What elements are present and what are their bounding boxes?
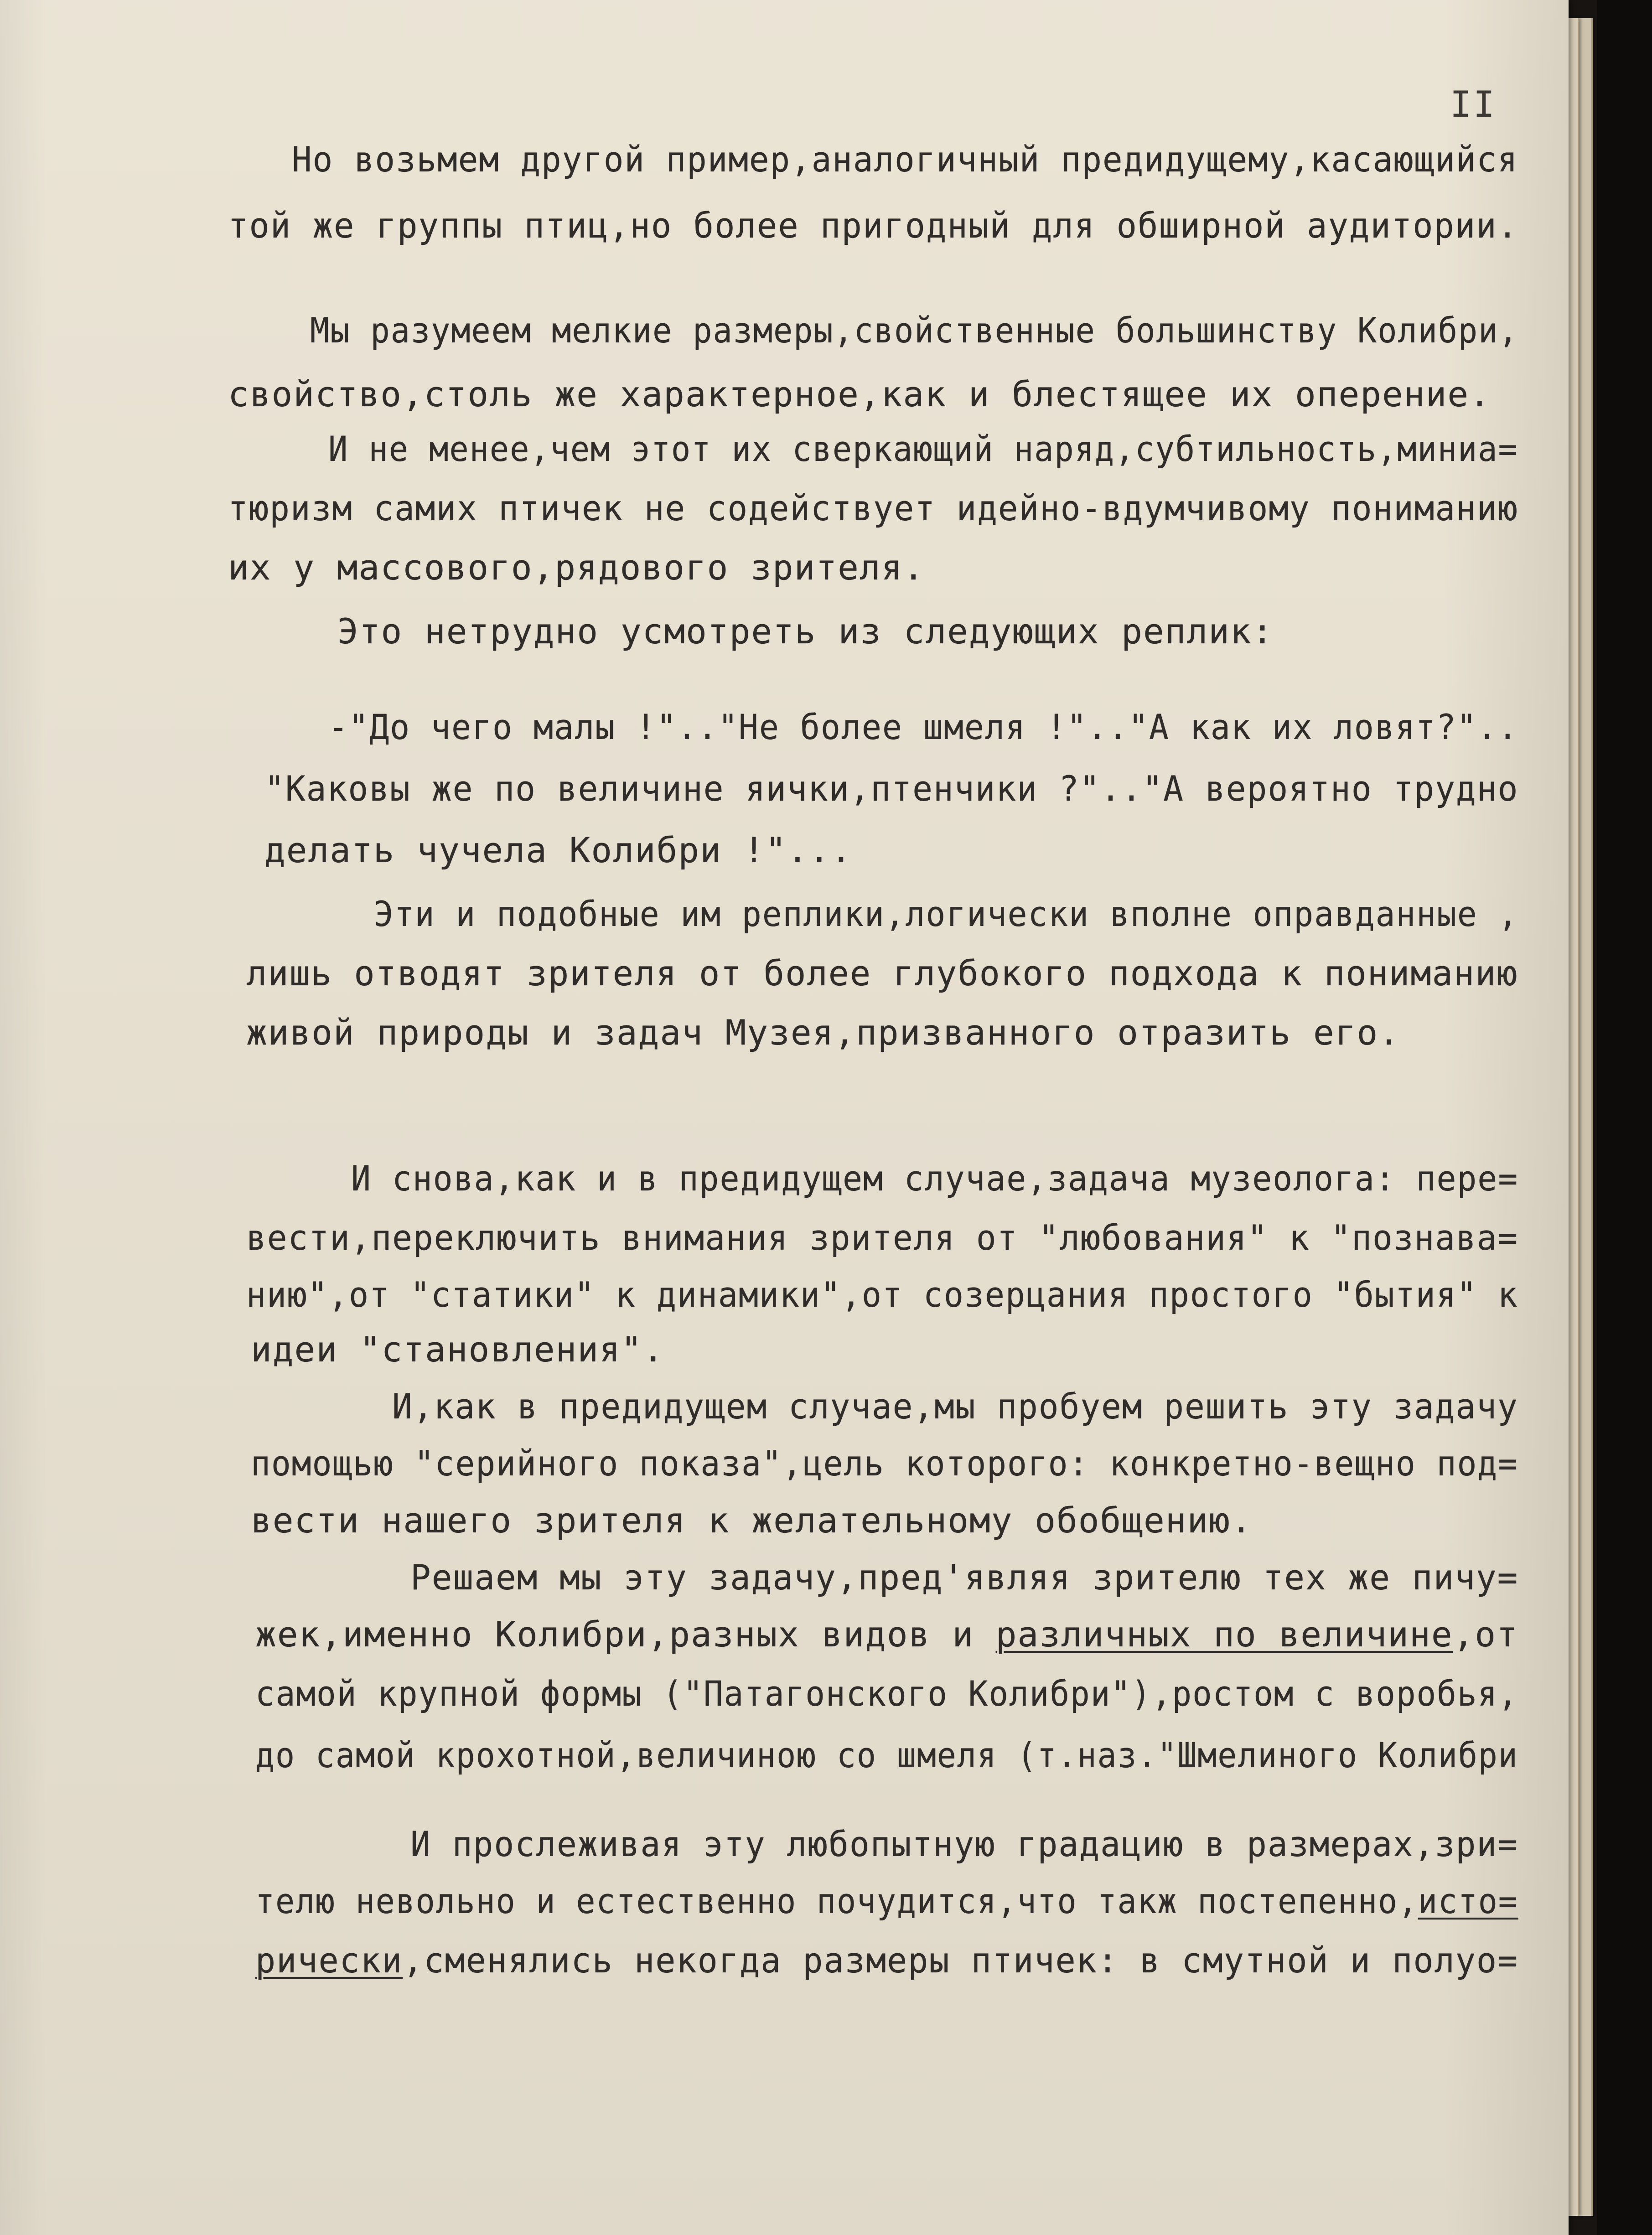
text-line: лишь отводят зрителя от более глубокого подхода к пониманию <box>246 953 1518 993</box>
text-line: "Каковы же по величине яички,птенчики ?".."А вероятно трудно <box>264 768 1519 809</box>
text-line: вести,переключить внимания зрителя от "любования" к "познава= <box>246 1217 1519 1258</box>
text-line: той же группы птиц,но более пригодный для обширной аудитории. <box>228 205 1519 246</box>
text-line: делать чучела Колибри !"... <box>264 830 853 870</box>
text-line: нию",от "статики" к динамики",от созерцания простого "бытия" к <box>246 1274 1518 1315</box>
text-line: И прослеживая эту любопытную градацию в размерах,зри= <box>410 1824 1519 1864</box>
text-line: тюризм самих птичек не содействует идейно-вдумчивому пониманию <box>228 488 1519 528</box>
text-line: И,как в предидущем случае,мы пробуем решить эту задачу <box>392 1386 1518 1427</box>
text-line: рически,сменялись некогда размеры птичек: в смутной и полуо= <box>255 1940 1519 1981</box>
underlined-phrase: рически <box>255 1940 403 1981</box>
text-line: Но возьмем другой пример,аналогичный предидущему,касающийся <box>292 139 1518 180</box>
dark-backing <box>1597 0 1652 2235</box>
text-line: самой крупной формы ("Патагонского Колибри"),ростом с воробья, <box>255 1673 1518 1714</box>
text-line: Это нетрудно усмотреть из следующих реплик: <box>337 611 1274 652</box>
text-line: И не менее,чем этот их сверкающий наряд,субтильность,миниа= <box>328 429 1518 469</box>
text-line: живой природы и задач Музея,призванного отразить его. <box>246 1012 1401 1053</box>
page-number: II <box>1450 84 1497 125</box>
text-line: их у массового,рядового зрителя. <box>228 547 925 588</box>
text-line: помощью "серийного показа",цель которого: конкретно-вещно под= <box>251 1443 1518 1484</box>
text-line: Решаем мы эту задачу,пред'являя зрителю тех же пичу= <box>410 1557 1519 1598</box>
text-line: свойство,столь же характерное,как и блестящее их оперение. <box>228 374 1491 414</box>
text-line: идеи "становления". <box>251 1329 665 1370</box>
text-line: -"До чего малы !".."Не более шмеля !".."А как их ловят?".. <box>328 707 1518 747</box>
text-line: до самой крохотной,величиною со шмеля (т.наз."Шмелиного Колибри <box>255 1735 1518 1775</box>
underlined-phrase: различных по величине <box>995 1614 1453 1655</box>
text-line: телю невольно и естественно почудится,что такж постепенно,исто= <box>255 1881 1518 1921</box>
text-line: И снова,как и в предидущем случае,задача музеолога: пере= <box>351 1158 1519 1199</box>
text-line: жек,именно Колибри,разных видов и различных по величине,от <box>255 1614 1518 1655</box>
underlined-phrase: исто= <box>1418 1881 1518 1921</box>
text-line: Эти и подобные им реплики,логически вполне оправданные , <box>374 894 1519 934</box>
text-line: вести нашего зрителя к желательному обобщению. <box>251 1500 1253 1541</box>
text-line: Мы разумеем мелкие размеры,свойственные большинству Колибри, <box>310 310 1519 351</box>
